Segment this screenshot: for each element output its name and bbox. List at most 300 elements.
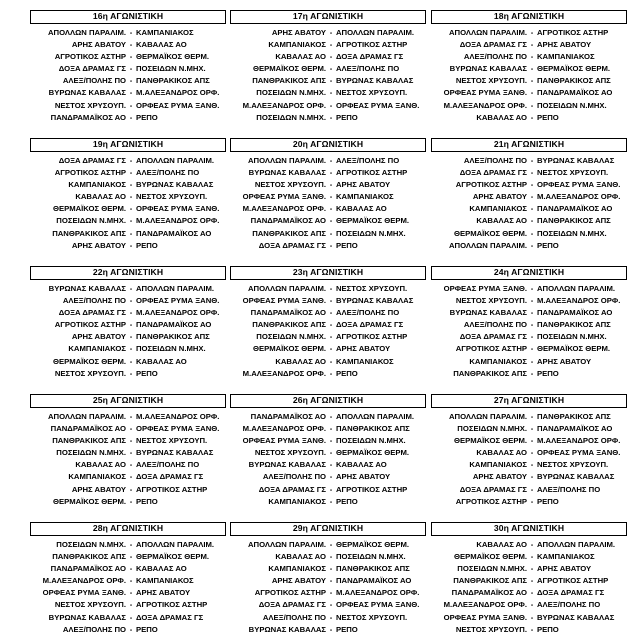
match-row — [230, 39, 426, 51]
match-list — [431, 27, 627, 124]
match-row — [431, 228, 627, 240]
match-separator: - — [129, 496, 133, 506]
away-team: ΑΡΗΣ ΑΒΑΤΟΥ — [336, 472, 391, 482]
home-team: ΠΑΝΔΡΑΜΑΪΚΟΣ ΑΟ — [250, 412, 326, 421]
match-separator: - — [530, 412, 534, 421]
match-row — [230, 459, 426, 471]
round-block — [230, 522, 426, 636]
match-separator: - — [530, 564, 534, 574]
away-team: ΑΓΡΟΤΙΚΟΣ ΑΣΤΗΡ — [336, 484, 408, 494]
match-row — [431, 295, 627, 307]
match-separator: - — [329, 564, 333, 574]
home-team: ΑΓΡΟΤΙΚΟΣ ΑΣΤΗΡ — [54, 168, 126, 178]
home-team: ΚΑΒΑΛΑΣ ΑΟ — [275, 356, 326, 366]
round-title: 20η ΑΓΩΝΙΣΤΙΚΗ — [230, 138, 426, 152]
away-team: ΑΡΗΣ ΑΒΑΤΟΥ — [136, 588, 191, 598]
home-team: ΝΕΣΤΟΣ ΧΡΥΣΟΥΠ. — [455, 624, 527, 634]
match-row — [431, 612, 627, 624]
away-team: ΠΑΝΘΡΑΚΙΚΟΣ ΑΠΣ — [537, 412, 611, 421]
match-row — [230, 112, 426, 124]
home-team: ΘΕΡΜΑΪΚΟΣ ΘΕΡΜ. — [453, 436, 527, 446]
away-team: ΝΕΣΤΟΣ ΧΡΥΣΟΥΠ. — [537, 168, 609, 178]
home-team: ΚΑΒΑΛΑΣ ΑΟ — [476, 112, 527, 122]
away-team: ΑΠΟΛΛΩΝ ΠΑΡΑΛΙΜ. — [136, 540, 214, 549]
match-row — [230, 447, 426, 459]
away-team: ΒΥΡΩΝΑΣ ΚΑΒΑΛΑΣ — [537, 472, 615, 482]
match-separator: - — [329, 180, 333, 190]
match-separator: - — [530, 40, 534, 50]
match-list — [30, 283, 226, 380]
match-row — [30, 447, 226, 459]
match-separator: - — [530, 204, 534, 214]
away-team: ΠΑΝΔΡΑΜΑΪΚΟΣ ΑΟ — [537, 204, 613, 214]
home-team: ΑΓΡΟΤΙΚΟΣ ΑΣΤΗΡ — [54, 320, 126, 330]
away-team: ΘΕΡΜΑΪΚΟΣ ΘΕΡΜ. — [336, 216, 410, 226]
home-team: ΑΡΗΣ ΑΒΑΤΟΥ — [472, 192, 527, 202]
away-team: ΑΛΕΞ/ΠΟΛΗΣ ΠΟ — [537, 600, 601, 610]
home-team: ΔΟΞΑ ΔΡΑΜΑΣ ΓΣ — [58, 64, 126, 74]
match-row — [230, 539, 426, 551]
home-team: ΘΕΡΜΑΪΚΟΣ ΘΕΡΜ. — [453, 228, 527, 238]
away-team: ΡΕΠΟ — [537, 240, 559, 250]
round-title: 19η ΑΓΩΝΙΣΤΙΚΗ — [30, 138, 226, 152]
match-separator: - — [530, 296, 534, 306]
round-title: 23η ΑΓΩΝΙΣΤΙΚΗ — [230, 266, 426, 280]
match-separator: - — [129, 540, 133, 549]
away-team: ΔΟΞΑ ΔΡΑΜΑΣ ΓΣ — [336, 52, 404, 62]
match-separator: - — [329, 344, 333, 354]
home-team: ΚΑΜΠΑΝΙΑΚΟΣ — [469, 356, 527, 366]
match-row — [30, 100, 226, 112]
match-separator: - — [530, 112, 534, 122]
home-team: ΚΑΜΠΑΝΙΑΚΟΣ — [469, 460, 527, 470]
home-team: Μ.ΑΛΕΞΑΝΔΡΟΣ ΟΡΦ. — [242, 424, 326, 434]
away-team: ΘΕΡΜΑΪΚΟΣ ΘΕΡΜ. — [336, 540, 410, 549]
home-team: ΠΟΣΕΙΔΩΝ Ν.ΜΗΧ. — [256, 88, 326, 98]
away-team: ΠΑΝΘΡΑΚΙΚΟΣ ΑΠΣ — [537, 216, 611, 226]
away-team: ΠΑΝΘΡΑΚΙΚΟΣ ΑΠΣ — [336, 424, 410, 434]
home-team: ΑΓΡΟΤΙΚΟΣ ΑΣΤΗΡ — [254, 588, 326, 598]
match-row — [431, 484, 627, 496]
match-list — [230, 27, 426, 124]
match-separator: - — [129, 472, 133, 482]
match-row — [30, 167, 226, 179]
match-row — [431, 155, 627, 167]
home-team: ΔΟΞΑ ΔΡΑΜΑΣ ΓΣ — [258, 240, 326, 250]
away-team: ΑΠΟΛΛΩΝ ΠΑΡΑΛΙΜ. — [537, 540, 615, 549]
away-team: ΡΕΠΟ — [136, 624, 158, 634]
round-title: 22η ΑΓΩΝΙΣΤΙΚΗ — [30, 266, 226, 280]
home-team: ΔΟΞΑ ΔΡΑΜΑΣ ΓΣ — [459, 168, 527, 178]
match-row — [431, 551, 627, 563]
match-row — [30, 368, 226, 380]
match-separator: - — [329, 332, 333, 342]
match-separator: - — [129, 100, 133, 110]
home-team: ΚΑΜΠΑΝΙΑΚΟΣ — [68, 180, 126, 190]
match-separator: - — [530, 332, 534, 342]
away-team: ΑΡΗΣ ΑΒΑΤΟΥ — [537, 356, 592, 366]
away-team: ΚΑΜΠΑΝΙΑΚΟΣ — [336, 356, 394, 366]
match-row — [431, 575, 627, 587]
match-row — [230, 319, 426, 331]
match-separator: - — [129, 240, 133, 250]
match-row — [431, 356, 627, 368]
match-separator: - — [329, 600, 333, 610]
away-team: ΘΕΡΜΑΪΚΟΣ ΘΕΡΜ. — [537, 344, 611, 354]
match-separator: - — [530, 588, 534, 598]
match-separator: - — [530, 100, 534, 110]
away-team: ΒΥΡΩΝΑΣ ΚΑΒΑΛΑΣ — [537, 156, 615, 165]
match-separator: - — [129, 296, 133, 306]
match-row — [30, 624, 226, 636]
match-row — [30, 179, 226, 191]
match-separator: - — [530, 424, 534, 434]
match-separator: - — [129, 180, 133, 190]
away-team: ΑΡΗΣ ΑΒΑΤΟΥ — [336, 344, 391, 354]
match-separator: - — [129, 356, 133, 366]
match-separator: - — [129, 156, 133, 165]
away-team: ΟΡΦΕΑΣ ΡΥΜΑ ΞΑΝΘ. — [136, 204, 220, 214]
match-row — [431, 459, 627, 471]
match-row — [431, 39, 627, 51]
home-team: ΠΟΣΕΙΔΩΝ Ν.ΜΗΧ. — [56, 540, 126, 549]
match-separator: - — [329, 436, 333, 446]
home-team: ΠΑΝΔΡΑΜΑΪΚΟΣ ΑΟ — [451, 588, 527, 598]
round-block — [230, 10, 426, 124]
match-row — [30, 343, 226, 355]
match-separator: - — [329, 576, 333, 586]
match-row — [230, 215, 426, 227]
home-team: ΑΠΟΛΛΩΝ ΠΑΡΑΛΙΜ. — [48, 412, 126, 421]
home-team: ΠΟΣΕΙΔΩΝ Ν.ΜΗΧ. — [56, 448, 126, 458]
away-team: ΡΕΠΟ — [336, 240, 358, 250]
away-team: ΡΕΠΟ — [537, 496, 559, 506]
home-team: ΝΕΣΤΟΣ ΧΡΥΣΟΥΠ. — [54, 600, 126, 610]
match-row — [230, 63, 426, 75]
match-row — [230, 587, 426, 599]
match-row — [230, 155, 426, 167]
away-team: ΠΑΝΔΡΑΜΑΪΚΟΣ ΑΟ — [136, 228, 212, 238]
home-team: ΔΟΞΑ ΔΡΑΜΑΣ ΓΣ — [258, 600, 326, 610]
home-team: ΠΑΝΘΡΑΚΙΚΟΣ ΑΠΣ — [52, 436, 126, 446]
match-row — [30, 295, 226, 307]
home-team: ΑΛΕΞ/ΠΟΛΗΣ ΠΟ — [262, 472, 326, 482]
match-row — [230, 423, 426, 435]
away-team: ΝΕΣΤΟΣ ΧΡΥΣΟΥΠ. — [336, 612, 408, 622]
away-team: ΡΕΠΟ — [136, 240, 158, 250]
away-team: ΟΡΦΕΑΣ ΡΥΜΑ ΞΑΝΘ. — [336, 600, 420, 610]
match-row — [431, 51, 627, 63]
home-team: ΠΑΝΘΡΑΚΙΚΟΣ ΑΠΣ — [453, 576, 527, 586]
home-team: ΝΕΣΤΟΣ ΧΡΥΣΟΥΠ. — [54, 100, 126, 110]
match-list — [230, 155, 426, 252]
home-team: ΑΡΗΣ ΑΒΑΤΟΥ — [271, 576, 326, 586]
home-team: ΝΕΣΤΟΣ ΧΡΥΣΟΥΠ. — [54, 368, 126, 378]
match-separator: - — [329, 228, 333, 238]
home-team: ΒΥΡΩΝΑΣ ΚΑΒΑΛΑΣ — [48, 88, 126, 98]
away-team: Μ.ΑΛΕΞΑΝΔΡΟΣ ΟΡΦ. — [136, 216, 220, 226]
home-team: ΚΑΒΑΛΑΣ ΑΟ — [476, 448, 527, 458]
home-team: ΠΟΣΕΙΔΩΝ Ν.ΜΗΧ. — [457, 424, 527, 434]
home-team: ΘΕΡΜΑΪΚΟΣ ΘΕΡΜ. — [453, 552, 527, 562]
away-team: ΡΕΠΟ — [537, 368, 559, 378]
match-row — [431, 112, 627, 124]
match-row — [431, 307, 627, 319]
match-row — [30, 39, 226, 51]
match-row — [230, 203, 426, 215]
away-team: ΡΕΠΟ — [537, 624, 559, 634]
match-row — [30, 411, 226, 423]
home-team: ΘΕΡΜΑΪΚΟΣ ΘΕΡΜ. — [52, 204, 126, 214]
match-separator: - — [329, 28, 333, 37]
home-team: ΑΛΕΞ/ΠΟΛΗΣ ΠΟ — [463, 52, 527, 62]
round-title: 28η ΑΓΩΝΙΣΤΙΚΗ — [30, 522, 226, 536]
home-team: ΑΡΗΣ ΑΒΑΤΟΥ — [472, 472, 527, 482]
away-team: ΘΕΡΜΑΪΚΟΣ ΘΕΡΜ. — [136, 52, 210, 62]
match-row — [230, 563, 426, 575]
home-team: ΑΠΟΛΛΩΝ ΠΑΡΑΛΙΜ. — [248, 284, 326, 293]
away-team: ΑΛΕΞ/ΠΟΛΗΣ ΠΟ — [336, 156, 400, 165]
away-team: ΝΕΣΤΟΣ ΧΡΥΣΟΥΠ. — [336, 284, 408, 293]
match-separator: - — [530, 484, 534, 494]
home-team: ΠΑΝΔΡΑΜΑΪΚΟΣ ΑΟ — [250, 308, 326, 318]
away-team: ΑΓΡΟΤΙΚΟΣ ΑΣΤΗΡ — [537, 28, 609, 37]
match-separator: - — [329, 168, 333, 178]
home-team: ΘΕΡΜΑΪΚΟΣ ΘΕΡΜ. — [252, 64, 326, 74]
away-team: ΠΟΣΕΙΔΩΝ Ν.ΜΗΧ. — [537, 100, 607, 110]
match-separator: - — [530, 64, 534, 74]
away-team: ΠΟΣΕΙΔΩΝ Ν.ΜΗΧ. — [336, 436, 406, 446]
round-block — [30, 138, 226, 252]
match-row — [30, 459, 226, 471]
home-team: Μ.ΑΛΕΞΑΝΔΡΟΣ ΟΡΦ. — [443, 600, 527, 610]
round-block — [30, 266, 226, 380]
match-separator: - — [329, 100, 333, 110]
home-team: ΔΟΞΑ ΔΡΑΜΑΣ ΓΣ — [459, 332, 527, 342]
home-team: ΠΑΝΔΡΑΜΑΪΚΟΣ ΑΟ — [50, 424, 126, 434]
match-list — [30, 27, 226, 124]
match-list — [30, 155, 226, 252]
away-team: ΠΟΣΕΙΔΩΝ Ν.ΜΗΧ. — [537, 228, 607, 238]
match-separator: - — [329, 356, 333, 366]
home-team: ΠΑΝΘΡΑΚΙΚΟΣ ΑΠΣ — [453, 368, 527, 378]
home-team: ΑΓΡΟΤΙΚΟΣ ΑΣΤΗΡ — [54, 52, 126, 62]
match-row — [30, 599, 226, 611]
home-team: ΒΥΡΩΝΑΣ ΚΑΒΑΛΑΣ — [248, 168, 326, 178]
match-row — [431, 191, 627, 203]
away-team: ΑΡΗΣ ΑΒΑΤΟΥ — [537, 564, 592, 574]
home-team: ΑΛΕΞ/ΠΟΛΗΣ ΠΟ — [62, 76, 126, 86]
match-row — [30, 215, 226, 227]
match-separator: - — [329, 192, 333, 202]
away-team: ΑΠΟΛΛΩΝ ΠΑΡΑΛΙΜ. — [136, 156, 214, 165]
match-separator: - — [129, 52, 133, 62]
match-list — [230, 411, 426, 508]
round-block — [431, 138, 627, 252]
match-separator: - — [329, 624, 333, 634]
match-row — [431, 319, 627, 331]
home-team: ΠΑΝΘΡΑΚΙΚΟΣ ΑΠΣ — [252, 320, 326, 330]
match-row — [431, 179, 627, 191]
match-row — [431, 343, 627, 355]
away-team: ΚΑΜΠΑΝΙΑΚΟΣ — [537, 552, 595, 562]
match-separator: - — [530, 540, 534, 549]
match-separator: - — [530, 180, 534, 190]
match-separator: - — [530, 168, 534, 178]
match-separator: - — [329, 112, 333, 122]
home-team: ΟΡΦΕΑΣ ΡΥΜΑ ΞΑΝΘ. — [443, 88, 527, 98]
match-row — [30, 331, 226, 343]
home-team: ΑΓΡΟΤΙΚΟΣ ΑΣΤΗΡ — [455, 496, 527, 506]
home-team: ΒΥΡΩΝΑΣ ΚΑΒΑΛΑΣ — [48, 612, 126, 622]
home-team: Μ.ΑΛΕΞΑΝΔΡΟΣ ΟΡΦ. — [242, 368, 326, 378]
round-block — [230, 266, 426, 380]
round-title: 16η ΑΓΩΝΙΣΤΙΚΗ — [30, 10, 226, 24]
away-team: ΑΛΕΞ/ΠΟΛΗΣ ΠΟ — [336, 308, 400, 318]
home-team: Μ.ΑΛΕΞΑΝΔΡΟΣ ΟΡΦ. — [242, 100, 326, 110]
match-separator: - — [329, 320, 333, 330]
match-row — [30, 27, 226, 39]
away-team: ΠΑΝΔΡΑΜΑΪΚΟΣ ΑΟ — [537, 424, 613, 434]
match-row — [30, 51, 226, 63]
away-team: ΠΑΝΔΡΑΜΑΪΚΟΣ ΑΟ — [537, 88, 613, 98]
away-team: ΠΑΝΘΡΑΚΙΚΟΣ ΑΠΣ — [537, 76, 611, 86]
match-row — [230, 612, 426, 624]
match-separator: - — [530, 624, 534, 634]
round-title: 30η ΑΓΩΝΙΣΤΙΚΗ — [431, 522, 627, 536]
home-team: ΘΕΡΜΑΪΚΟΣ ΘΕΡΜ. — [52, 356, 126, 366]
match-separator: - — [129, 412, 133, 421]
match-row — [30, 307, 226, 319]
match-list — [230, 283, 426, 380]
match-row — [431, 539, 627, 551]
match-row — [230, 496, 426, 508]
home-team: ΒΥΡΩΝΑΣ ΚΑΒΑΛΑΣ — [248, 624, 326, 634]
match-separator: - — [530, 576, 534, 586]
away-team: ΡΕΠΟ — [136, 496, 158, 506]
match-row — [230, 75, 426, 87]
away-team: ΝΕΣΤΟΣ ΧΡΥΣΟΥΠ. — [136, 192, 208, 202]
home-team: ΠΑΝΔΡΑΜΑΪΚΟΣ ΑΟ — [50, 112, 126, 122]
match-separator: - — [329, 460, 333, 470]
round-block — [431, 10, 627, 124]
away-team: ΝΕΣΤΟΣ ΧΡΥΣΟΥΠ. — [336, 88, 408, 98]
away-team: ΘΕΡΜΑΪΚΟΣ ΘΕΡΜ. — [336, 448, 410, 458]
match-separator: - — [329, 88, 333, 98]
home-team: Μ.ΑΛΕΞΑΝΔΡΟΣ ΟΡΦ. — [242, 204, 326, 214]
home-team: ΟΡΦΕΑΣ ΡΥΜΑ ΞΑΝΘ. — [443, 612, 527, 622]
away-team: ΚΑΒΑΛΑΣ ΑΟ — [136, 356, 187, 366]
match-separator: - — [129, 624, 133, 634]
home-team: ΑΠΟΛΛΩΝ ΠΑΡΑΛΙΜ. — [449, 412, 527, 421]
away-team: ΑΓΡΟΤΙΚΟΣ ΑΣΤΗΡ — [136, 600, 208, 610]
match-separator: - — [329, 308, 333, 318]
match-row — [431, 27, 627, 39]
match-separator: - — [129, 448, 133, 458]
away-team: ΑΛΕΞ/ΠΟΛΗΣ ΠΟ — [336, 64, 400, 74]
match-separator: - — [129, 228, 133, 238]
match-row — [30, 228, 226, 240]
match-row — [230, 51, 426, 63]
match-separator: - — [329, 368, 333, 378]
match-row — [431, 435, 627, 447]
match-separator: - — [530, 552, 534, 562]
home-team: ΠΟΣΕΙΔΩΝ Ν.ΜΗΧ. — [256, 112, 326, 122]
home-team: ΑΛΕΞ/ΠΟΛΗΣ ΠΟ — [62, 624, 126, 634]
round-title: 25η ΑΓΩΝΙΣΤΙΚΗ — [30, 394, 226, 408]
match-separator: - — [530, 28, 534, 37]
home-team: ΔΟΞΑ ΔΡΑΜΑΣ ΓΣ — [58, 156, 126, 165]
match-list — [230, 539, 426, 636]
home-team: ΟΡΦΕΑΣ ΡΥΜΑ ΞΑΝΘ. — [242, 296, 326, 306]
away-team: ΔΟΞΑ ΔΡΑΜΑΣ ΓΣ — [537, 588, 605, 598]
away-team: ΚΑΜΠΑΝΙΑΚΟΣ — [136, 576, 194, 586]
home-team: ΑΡΗΣ ΑΒΑΤΟΥ — [71, 240, 126, 250]
away-team: ΚΑΜΠΑΝΙΑΚΟΣ — [537, 52, 595, 62]
match-separator: - — [329, 156, 333, 165]
match-row — [431, 215, 627, 227]
match-separator: - — [329, 496, 333, 506]
away-team: ΡΕΠΟ — [336, 112, 358, 122]
away-team: ΑΓΡΟΤΙΚΟΣ ΑΣΤΗΡ — [136, 484, 208, 494]
match-separator: - — [129, 564, 133, 574]
home-team: ΠΑΝΘΡΑΚΙΚΟΣ ΑΠΣ — [252, 228, 326, 238]
match-row — [230, 295, 426, 307]
away-team: ΟΡΦΕΑΣ ΡΥΜΑ ΞΑΝΘ. — [537, 448, 621, 458]
match-row — [30, 539, 226, 551]
away-team: ΚΑΒΑΛΑΣ ΑΟ — [136, 564, 187, 574]
home-team: ΚΑΒΑΛΑΣ ΑΟ — [275, 52, 326, 62]
match-row — [230, 228, 426, 240]
match-row — [30, 75, 226, 87]
match-row — [30, 319, 226, 331]
home-team: ΝΕΣΤΟΣ ΧΡΥΣΟΥΠ. — [455, 76, 527, 86]
match-row — [230, 484, 426, 496]
match-separator: - — [129, 28, 133, 37]
match-separator: - — [530, 472, 534, 482]
round-title: 24η ΑΓΩΝΙΣΤΙΚΗ — [431, 266, 627, 280]
away-team: ΚΑΜΠΑΝΙΑΚΟΣ — [336, 192, 394, 202]
away-team: ΡΕΠΟ — [537, 112, 559, 122]
away-team: ΑΓΡΟΤΙΚΟΣ ΑΣΤΗΡ — [336, 332, 408, 342]
match-separator: - — [129, 168, 133, 178]
match-row — [30, 435, 226, 447]
match-row — [431, 587, 627, 599]
match-separator: - — [329, 64, 333, 74]
away-team: ΑΠΟΛΛΩΝ ΠΑΡΑΛΙΜ. — [136, 284, 214, 293]
match-separator: - — [129, 112, 133, 122]
match-row — [230, 191, 426, 203]
match-separator: - — [329, 412, 333, 421]
match-row — [431, 599, 627, 611]
home-team: ΚΑΜΠΑΝΙΑΚΟΣ — [268, 496, 326, 506]
away-team: ΠΑΝΔΡΑΜΑΪΚΟΣ ΑΟ — [336, 576, 412, 586]
away-team: ΘΕΡΜΑΪΚΟΣ ΘΕΡΜ. — [136, 552, 210, 562]
match-row — [230, 599, 426, 611]
match-row — [30, 240, 226, 252]
home-team: ΚΑΒΑΛΑΣ ΑΟ — [476, 216, 527, 226]
match-separator: - — [129, 284, 133, 293]
home-team: ΑΠΟΛΛΩΝ ΠΑΡΑΛΙΜ. — [449, 240, 527, 250]
home-team: ΠΟΣΕΙΔΩΝ Ν.ΜΗΧ. — [256, 332, 326, 342]
match-row — [431, 624, 627, 636]
home-team: ΑΠΟΛΛΩΝ ΠΑΡΑΛΙΜ. — [248, 156, 326, 165]
match-separator: - — [329, 472, 333, 482]
match-separator: - — [530, 308, 534, 318]
match-separator: - — [329, 216, 333, 226]
match-separator: - — [129, 436, 133, 446]
away-team: ΔΟΞΑ ΔΡΑΜΑΣ ΓΣ — [336, 320, 404, 330]
